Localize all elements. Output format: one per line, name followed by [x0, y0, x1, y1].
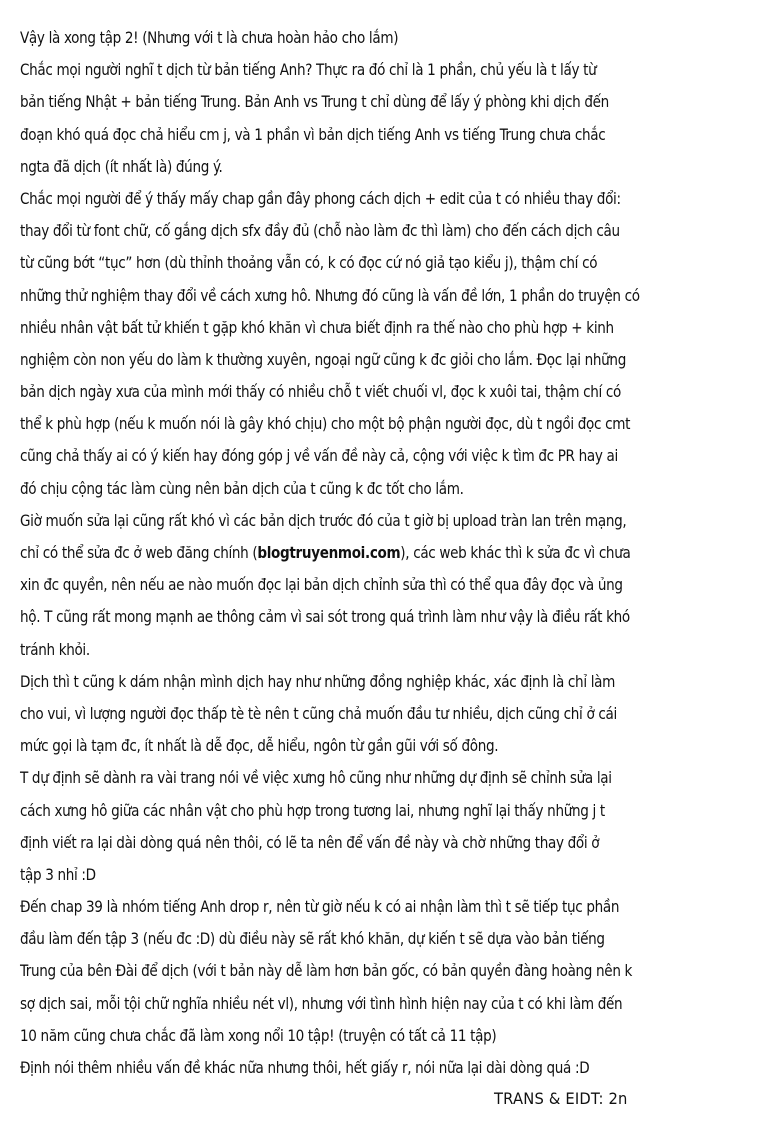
- note-line: [20, 473, 745, 505]
- note-line-text: Định nói thêm nhiều vấn đề khác nữa nhưng thôi, hết giấy r, nói nữa lại dài dòng quá :D: [20, 1058, 590, 1077]
- translator-note-body: [20, 22, 745, 1084]
- note-line: [20, 54, 745, 86]
- note-line-text: nghiệm còn non yếu do làm k thường xuyên, ngoại ngữ cũng k đc giỏi cho lắm. Đọc lại những: [20, 349, 626, 369]
- note-line-text: Giờ muốn sửa lại cũng rất khó vì các bản dịch trước đó của t giờ bị upload tràn lan trên mạng,: [20, 510, 627, 530]
- note-line-text: cho vui, vì lượng người đọc thấp tè tè nên t cũng chả muốn đầu tư nhiều, dịch cũng chỉ ở cái: [20, 703, 617, 723]
- note-line: [20, 730, 745, 762]
- note-line-text: từ cũng bớt “tục” hơn (dù thỉnh thoảng vẫn có, k có đọc cứ nó giả tạo kiểu j), thậm chí có: [20, 253, 598, 273]
- note-line: [20, 666, 745, 698]
- note-line-text: chỉ có thể sửa đc ở web đăng chính (: [20, 543, 258, 562]
- note-line-text: đầu làm đến tập 3 (nếu đc :D) dù điều này sẽ rất khó khăn, dự kiến t sẽ dựa vào bản tiếng: [20, 929, 605, 949]
- note-line: [20, 86, 745, 118]
- note-line: [20, 827, 745, 859]
- note-line: [20, 344, 745, 376]
- note-line-text: định viết ra lại dài dòng quá nên thôi, có lẽ ta nên để vấn đề này và chờ những thay đổi ở: [20, 832, 600, 852]
- note-line-text: bản dịch ngày xưa của mình mới thấy có nhiều chỗ t viết chuối vl, đọc k xuôi tai, thậm chí có: [20, 382, 621, 402]
- note-line-text: đoạn khó quá đọc chả hiểu cm j, và 1 phần vì bản dịch tiếng Anh vs tiếng Trung chưa chắc: [20, 124, 606, 144]
- translator-signature: TRANS & EIDT: 2n: [494, 1089, 628, 1108]
- note-line-text: nhiều nhân vật bất tử khiến t gặp khó khăn vì chưa biết định ra thế nào cho phù hợp + kinh: [20, 317, 614, 337]
- note-line: [20, 762, 745, 794]
- note-line-text: cách xưng hô giữa các nhân vật cho phù hợp trong tương lai, nhưng nghĩ lại thấy những j t: [20, 800, 605, 820]
- note-line-text: T dự định sẽ dành ra vài trang nói về việc xưng hô cũng như những dự định sẽ chỉnh sửa lại: [20, 768, 612, 788]
- note-line-text: mức gọi là tạm đc, ít nhất là dễ đọc, dễ hiểu, ngôn từ gần gũi với số đông.: [20, 736, 499, 756]
- note-line: [20, 22, 745, 54]
- note-line: [20, 408, 745, 440]
- note-line-text: Vậy là xong tập 2! (Nhưng với t là chưa hoàn hảo cho lắm): [20, 28, 399, 47]
- note-line: [20, 1052, 745, 1084]
- note-line: [20, 440, 745, 472]
- note-line: [20, 795, 745, 827]
- note-line-text: bản tiếng Nhật + bản tiếng Trung. Bản Anh vs Trung t chỉ dùng để lấy ý phòng khi dịch đến: [20, 92, 609, 112]
- note-line-text-continued: ), các web khác thì k sửa đc vì chưa: [400, 543, 631, 562]
- note-line-text: hộ. T cũng rất mong mạnh ae thông cảm vì sai sót trong quá trình làm như vậy là điều rất khó: [20, 607, 630, 627]
- note-line: [20, 247, 745, 279]
- note-line: [20, 569, 745, 601]
- note-line-text: ngta đã dịch (ít nhất là) đúng ý.: [20, 156, 223, 176]
- note-line: [20, 537, 745, 569]
- note-line: [20, 215, 745, 247]
- note-line: [20, 151, 745, 183]
- note-line: [20, 698, 745, 730]
- note-line: [20, 280, 745, 312]
- note-line: [20, 891, 745, 923]
- note-line: [20, 955, 745, 987]
- note-line: [20, 634, 745, 666]
- note-line-text: Đến chap 39 là nhóm tiếng Anh drop r, nên từ giờ nếu k có ai nhận làm thì t sẽ tiếp tục phần: [20, 897, 620, 917]
- note-line: [20, 312, 745, 344]
- note-line-text: những thử nghiệm thay đổi về cách xưng hô. Nhưng đó cũng là vấn đề lớn, 1 phần do truyện có: [20, 285, 640, 305]
- note-line-text: Chắc mọi người nghĩ t dịch từ bản tiếng Anh? Thực ra đó chỉ là 1 phần, chủ yếu là t lấy từ: [20, 60, 597, 80]
- note-line: [20, 923, 745, 955]
- note-line-text: Dịch thì t cũng k dám nhận mình dịch hay như những đồng nghiệp khác, xác định là chỉ làm: [20, 671, 616, 691]
- note-line-text: Trung của bên Đài để dịch (với t bản này dễ làm hơn bản gốc, có bản quyền đàng hoàng nên k: [20, 961, 633, 981]
- note-line-text: tập 3 nhỉ :D: [20, 864, 96, 884]
- note-line: [20, 119, 745, 151]
- note-line-text: xin đc quyền, nên nếu ae nào muốn đọc lại bản dịch chỉnh sửa thì có thể qua đây đọc và ủng: [20, 575, 623, 595]
- note-line: [20, 601, 745, 633]
- note-line-text: thay đổi từ font chữ, cố gắng dịch sfx đầy đủ (chỗ nào làm đc thì làm) cho đến cách dịch câu: [20, 221, 620, 241]
- website-name: blogtruyenmoi.com: [257, 543, 401, 562]
- note-line: [20, 183, 745, 215]
- note-line-text: cũng chả thấy ai có ý kiến hay đóng góp j về vấn đề này cả, cộng với việc k tìm đc PR hay ai: [20, 446, 618, 466]
- note-line: [20, 988, 745, 1020]
- note-line-text: thể k phù hợp (nếu k muốn nói là gây khó chịu) cho một bộ phận người đọc, dù t ngồi đọc cmt: [20, 414, 631, 434]
- note-line: [20, 505, 745, 537]
- note-line-text: 10 năm cũng chưa chắc đã làm xong nổi 10 tập! (truyện có tất cả 11 tập): [20, 1025, 497, 1045]
- note-line-text: đó chịu cộng tác làm cùng nên bản dịch của t cũng k đc tốt cho lắm.: [20, 478, 464, 498]
- note-line: [20, 1020, 745, 1052]
- note-line: [20, 859, 745, 891]
- note-line-text: Chắc mọi người để ý thấy mấy chap gần đây phong cách dịch + edit của t có nhiều thay đổi:: [20, 188, 621, 208]
- note-line: [20, 376, 745, 408]
- note-line-text: tránh khỏi.: [20, 639, 90, 659]
- note-line-text: sợ dịch sai, mỗi tội chữ nghĩa nhiều nét vl), nhưng với tình hình hiện nay của t có khi làm đến: [20, 993, 623, 1013]
